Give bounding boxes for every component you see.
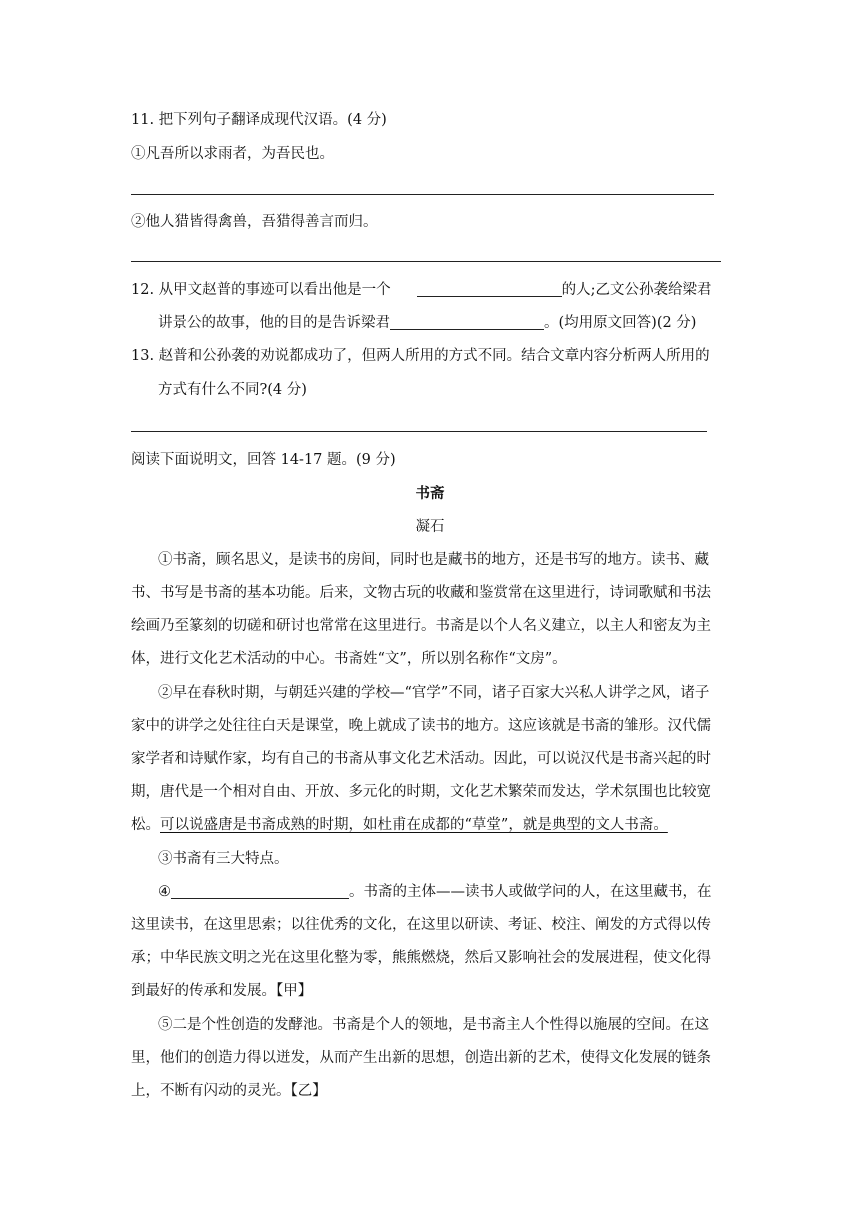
paragraph-5-line-2: 里，他们的创造力得以迸发，从而产生出新的思想，创造出新的艺术，使得文化发展的链条 bbox=[131, 1050, 711, 1066]
paragraph-1-line-2: 书、书写是书斋的基本功能。后来，文物古玩的收藏和鉴赏常在这里进行，诗词歌赋和书法 bbox=[131, 585, 711, 601]
question-13-line-2: 方式有什么不同?(4 分) bbox=[158, 382, 307, 398]
answer-line-11-1 bbox=[131, 194, 714, 195]
question-11-sentence-1: ①凡吾所以求雨者，为吾民也。 bbox=[131, 146, 334, 162]
answer-blank-12-1 bbox=[417, 280, 562, 297]
passage-author: 凝石 bbox=[415, 519, 445, 535]
question-11-sentence-2: ②他人猎皆得禽兽，吾猎得善言而归。 bbox=[131, 214, 378, 230]
question-12-line-2 bbox=[158, 313, 696, 333]
paragraph-3: ③书斋有三大特点。 bbox=[158, 851, 289, 867]
paragraph-2-line-1: ②早在春秋时期，与朝廷兴建的学校—“官学”不同，诸子百家大兴私人讲学之风，诸子 bbox=[158, 685, 710, 701]
paragraph-5-line-1: ⑤二是个性创造的发酵池。书斋是个人的领地，是书斋主人个性得以施展的空间。在这 bbox=[158, 1017, 709, 1033]
passage-title: 书斋 bbox=[415, 485, 445, 502]
paragraph-4-line-1 bbox=[158, 882, 712, 902]
reading-section-intro: 阅读下面说明文，回答 14-17 题。(9 分) bbox=[131, 452, 396, 468]
question-11-stem: 11. 把下列句子翻译成现代汉语。(4 分) bbox=[131, 112, 387, 128]
question-12-text-b: 的人;乙文公孙袭给梁君 bbox=[561, 282, 712, 298]
paragraph-2-line-3: 家学者和诗赋作家，均有自己的书斋从事文化艺术活动。因此，可以说汉代是书斋兴起的时 bbox=[131, 751, 711, 767]
paragraph-5-line-3: 上，不断有闪动的灵光。【乙】 bbox=[131, 1083, 327, 1099]
underlined-sentence: 可以说盛唐是书斋成熟的时期，如杜甫在成都的“草堂”，就是典型的文人书斋。 bbox=[160, 817, 668, 833]
paragraph-4-line-4: 到最好的传承和发展。【甲】 bbox=[131, 983, 313, 999]
paragraph-2-line-4: 期，唐代是一个相对自由、开放、多元化的时期，文化艺术繁荣而发达，学术氛围也比较宽 bbox=[131, 784, 711, 800]
paragraph-1-line-4: 体，进行文化艺术活动的中心。书斋姓“文”，所以别名称作“文房”。 bbox=[131, 651, 567, 667]
question-13-line-1: 13. 赵普和公孙袭的劝说都成功了，但两人所用的方式不同。结合文章内容分析两人所用的 bbox=[131, 348, 710, 364]
paragraph-2-line-2: 家中的讲学之处往往白天是课堂，晚上就成了读书的地方。这应该就是书斋的雏形。汉代儒 bbox=[131, 718, 711, 734]
question-12-text-a: 12. 从甲文赵普的事迹可以看出他是一个 bbox=[131, 282, 391, 298]
paragraph-4-line-2: 这里读书，在这里思索；以往优秀的文化，在这里以研读、考证、校注、阐发的方式得以传 bbox=[131, 917, 711, 933]
paragraph-4-text: 。书斋的主体——读书人或做学问的人，在这里藏书，在 bbox=[349, 884, 712, 900]
paragraph-2-line-5 bbox=[131, 815, 668, 835]
question-12-text-c: 讲景公的故事，他的目的是告诉梁君 bbox=[158, 315, 390, 331]
paragraph-4-line-3: 承；中华民族文明之光在这里化整为零，熊熊燃烧，然后又影响社会的发展进程，使文化得 bbox=[131, 950, 711, 966]
answer-line-13 bbox=[131, 431, 707, 432]
answer-blank-12-2 bbox=[390, 313, 544, 330]
question-12-line-1 bbox=[131, 280, 712, 300]
answer-blank-paragraph-4 bbox=[171, 882, 349, 899]
paragraph-2-line-5-start: 松。 bbox=[131, 817, 160, 833]
paragraph-4-number: ④ bbox=[158, 884, 171, 900]
question-12-text-d: 。(均用原文回答)(2 分) bbox=[544, 315, 697, 331]
paragraph-1-line-1: ①书斋，顾名思义，是读书的房间，同时也是藏书的地方，还是书写的地方。读书、藏 bbox=[158, 552, 709, 568]
answer-line-11-2 bbox=[131, 261, 721, 262]
paragraph-1-line-3: 绘画乃至篆刻的切磋和研讨也常常在这里进行。书斋是以个人名义建立，以主人和密友为主 bbox=[131, 618, 711, 634]
